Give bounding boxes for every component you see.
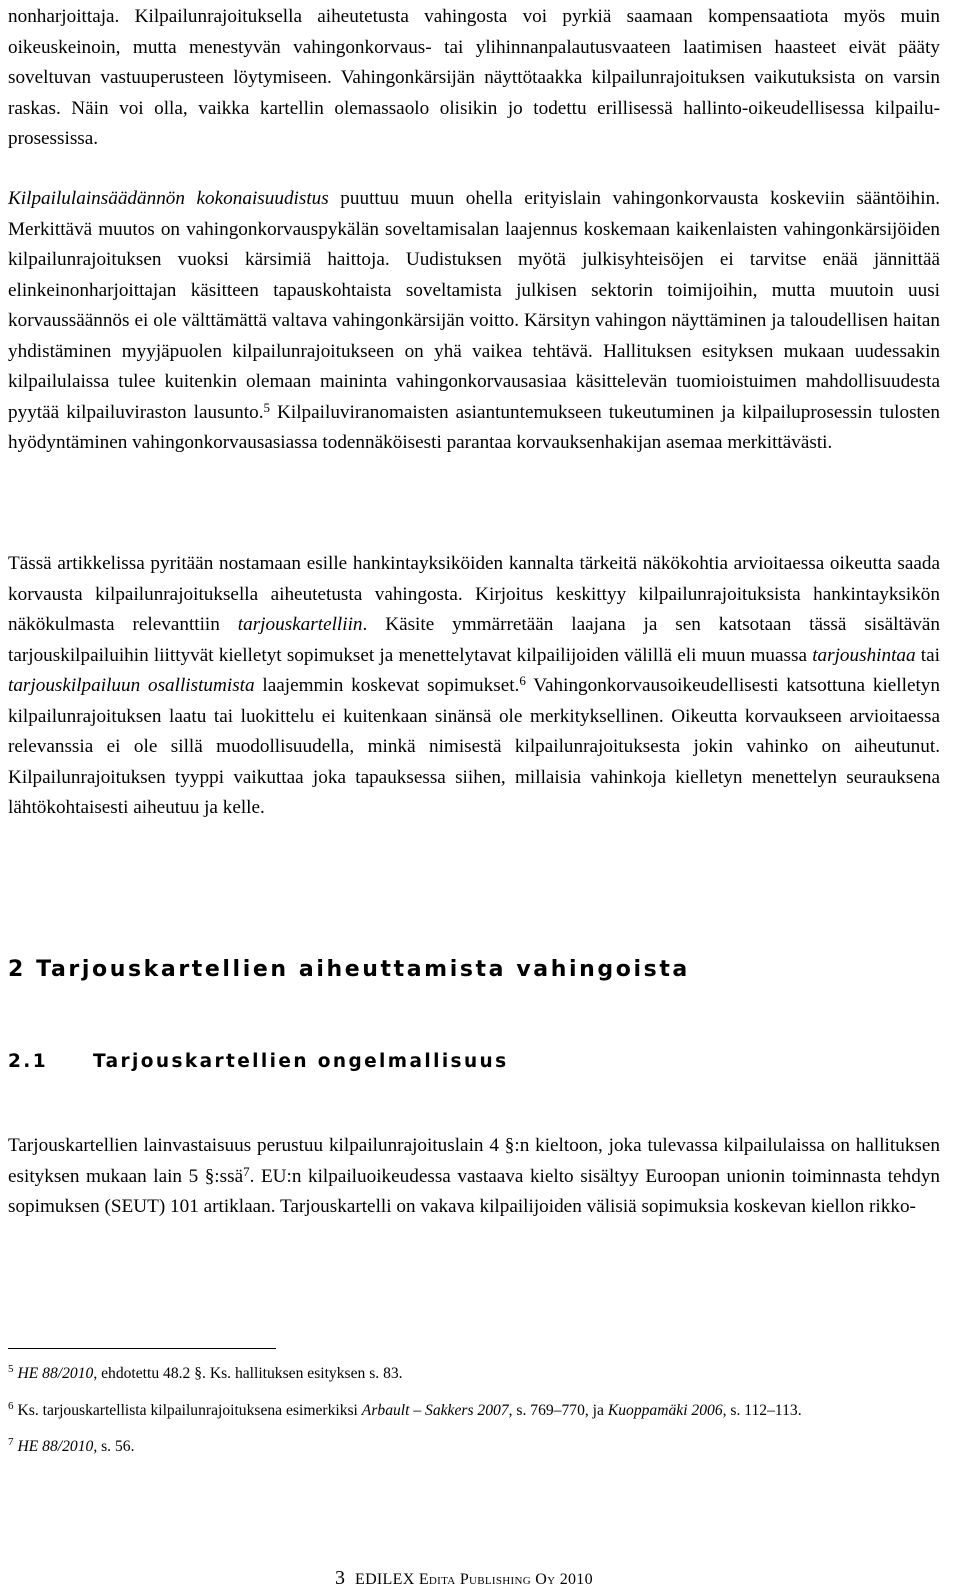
body-paragraph-3 <box>8 549 940 824</box>
text-segment: laajemmin koskevat sopimukset. <box>254 675 520 696</box>
footnote-6 <box>8 1399 940 1424</box>
italic-term: tarjoushintaa <box>812 644 916 666</box>
footnote-text: , ehdotettu 48.2 §. Ks. hallituksen esityksen s. 83. <box>93 1365 403 1382</box>
body-paragraph-1 <box>8 2 940 155</box>
text-segment: nonharjoittaja. Kilpailunrajoituksella aiheutetusta vahingosta voi pyrkiä saamaan kompensaatiota myös muin oikeuskeinoin, mutta menestyvän vahingonkorvaus- tai ylihinnanpalautusvaateen laatimisen haasteet eivät pääty soveltuvan vastuuperusteen löytymiseen. Vahingonkärsijän näyttötaakka kilpailunrajoituksen vaikutuksista on varsin raskas. Näin voi olla, vaikka kartellin olemassaolo olisikin jo todettu erillisessä hallinto-oikeudellisessa kilpailuprosessissa. <box>8 6 940 149</box>
text-segment: puuttuu muun ohella erityislain vahingonkorvausta koskeviin sääntöihin. Merkittävä muutos on vahingonkorvauspykälän soveltamisalan laajennus koskemaan kaikenlaisten vahingonkärsijöiden kilpailunrajoituksen vuoksi kärsimiä haittoja. Uudistuksen myötä julkisyhteisöjen ei tarvitse enää jännittää elinkeinonharjoittajan käsitteen tapauskohtaista soveltamista julkisen sektorin toimijoihin, mutta muutoin uusi korvaussäännös ei ole välttämättä valtava vahingonkärsijän voitto. Kärsityn vahingon näyttäminen ja taloudellisen haitan yhdistäminen myyjäpuolen kilpailunrajoitukseen on yhä vaikea tehtävä. Hallituksen esityksen mukaan uudessakin kilpailulaissa tulee kuitenkin olemaan maininta vahingonkorvausasiaa käsittelevän tuomioistuimen mahdollisuudesta pyytää kilpailuviraston lausunto. <box>8 188 941 423</box>
italic-term: tarjouskartelliin <box>237 614 363 635</box>
footnote-text: , s. 769–770, ja <box>508 1401 608 1419</box>
subsection-number: 2.1 <box>8 1051 48 1072</box>
text-segment: Vahingonkorvausoikeudellisesti katsottuna kielletyn kilpailunrajoituksen laatu tai luokittelu ei kuitenkaan sinänsä ole merkityksellinen. Oikeutta korvaukseen arvioitaessa relevanssia ei ole sillä muodollisuudella, minkä nimisestä kilpailunrajoituksesta jokin vahinko on aiheutunut. Kilpailunrajoituksen tyyppi vaikuttaa joka tapauksessa siihen, millaisia vahinkoja kielletyn menettelyn seurauksena lähtökohtaisesti aiheutuu ja kelle. <box>8 675 940 818</box>
body-paragraph-2 <box>8 184 940 459</box>
footnote-ref-6[interactable]: 6 <box>519 673 526 688</box>
subsection-heading <box>8 1048 509 1076</box>
footnote-text: , s. 56. <box>93 1438 135 1455</box>
footnotes-section <box>8 1362 940 1460</box>
italic-citation: Kuoppamäki 2006 <box>607 1401 723 1419</box>
italic-term: tarjouskilpailuun osallistumista <box>8 675 255 696</box>
body-paragraph-4 <box>8 1131 940 1223</box>
publisher-credit: EDILEX Edita Publishing Oy 2010 <box>355 1571 593 1588</box>
footnote-text: , s. 112–113. <box>722 1401 802 1419</box>
text-segment: . Käsite ymmärretään laajana ja sen katsotaan tässä sisältävän tarjouskilpailuihin liittyvät kielletyt sopimukset ja menettelytavat kilpailijoiden välillä eli muun muassa <box>8 614 940 666</box>
text-segment: Tarjouskartellien lainvastaisuus perustuu kilpailunrajoituslain 4 §:n kieltoon, joka tulevassa kilpailulaissa on hallituksen esityksen mukaan lain 5 §:ssä <box>8 1135 940 1187</box>
text-segment: . EU:n kilpailuoikeudessa vastaava kielto sisältyy Euroopan unionin toiminnasta tehdyn sopimuksen (SEUT) 101 artiklaan. Tarjouskartelli on vakava kilpailijoiden välisiä sopimuksia koskevan kiellon rikko- <box>8 1165 941 1217</box>
subsection-title: Tarjouskartellien ongelmallisuus <box>93 1051 509 1072</box>
footnote-number: 7 <box>8 1436 14 1448</box>
footnote-ref-7[interactable]: 7 <box>243 1163 250 1179</box>
page-footer <box>335 1568 593 1590</box>
footnote-number: 6 <box>8 1399 14 1412</box>
italic-citation: HE 88/2010 <box>17 1438 94 1455</box>
footnote-text: Ks. tarjouskartellista kilpailunrajoituksena esimerkiksi <box>17 1401 362 1419</box>
footnote-ref-5[interactable]: 5 <box>263 399 270 415</box>
footnote-divider <box>8 1348 276 1349</box>
page-number: 3 <box>335 1567 345 1589</box>
text-segment: tai <box>915 644 940 666</box>
italic-citation: HE 88/2010 <box>17 1365 94 1382</box>
italic-term: Kilpailulainsäädännön kokonaisuudistus <box>8 188 329 209</box>
italic-citation: Arbault – Sakkers 2007 <box>361 1401 509 1419</box>
footnote-5 <box>8 1362 940 1387</box>
text-segment: Kilpailuviranomaisten asiantuntemukseen tukeutuminen ja kilpailuprosessin tulosten hyödyntäminen vahingonkorvausasiassa todennäköisesti parantaa korvauksenhakijan asemaa merkittävästi. <box>8 401 940 453</box>
section-heading: 2 Tarjouskartellien aiheuttamista vahingoista <box>8 957 690 982</box>
footnote-number: 5 <box>8 1363 14 1375</box>
footnote-7 <box>8 1435 940 1460</box>
text-segment: Tässä artikkelissa pyritään nostamaan esille hankintayksiköiden kannalta tärkeitä näkökohtia arvioitaessa oikeutta saada korvausta kilpailunrajoituksella aiheutetusta vahingosta. Kirjoitus keskittyy kilpailunrajoituksista hankintayksikön näkökulmasta relevanttiin <box>8 553 940 635</box>
